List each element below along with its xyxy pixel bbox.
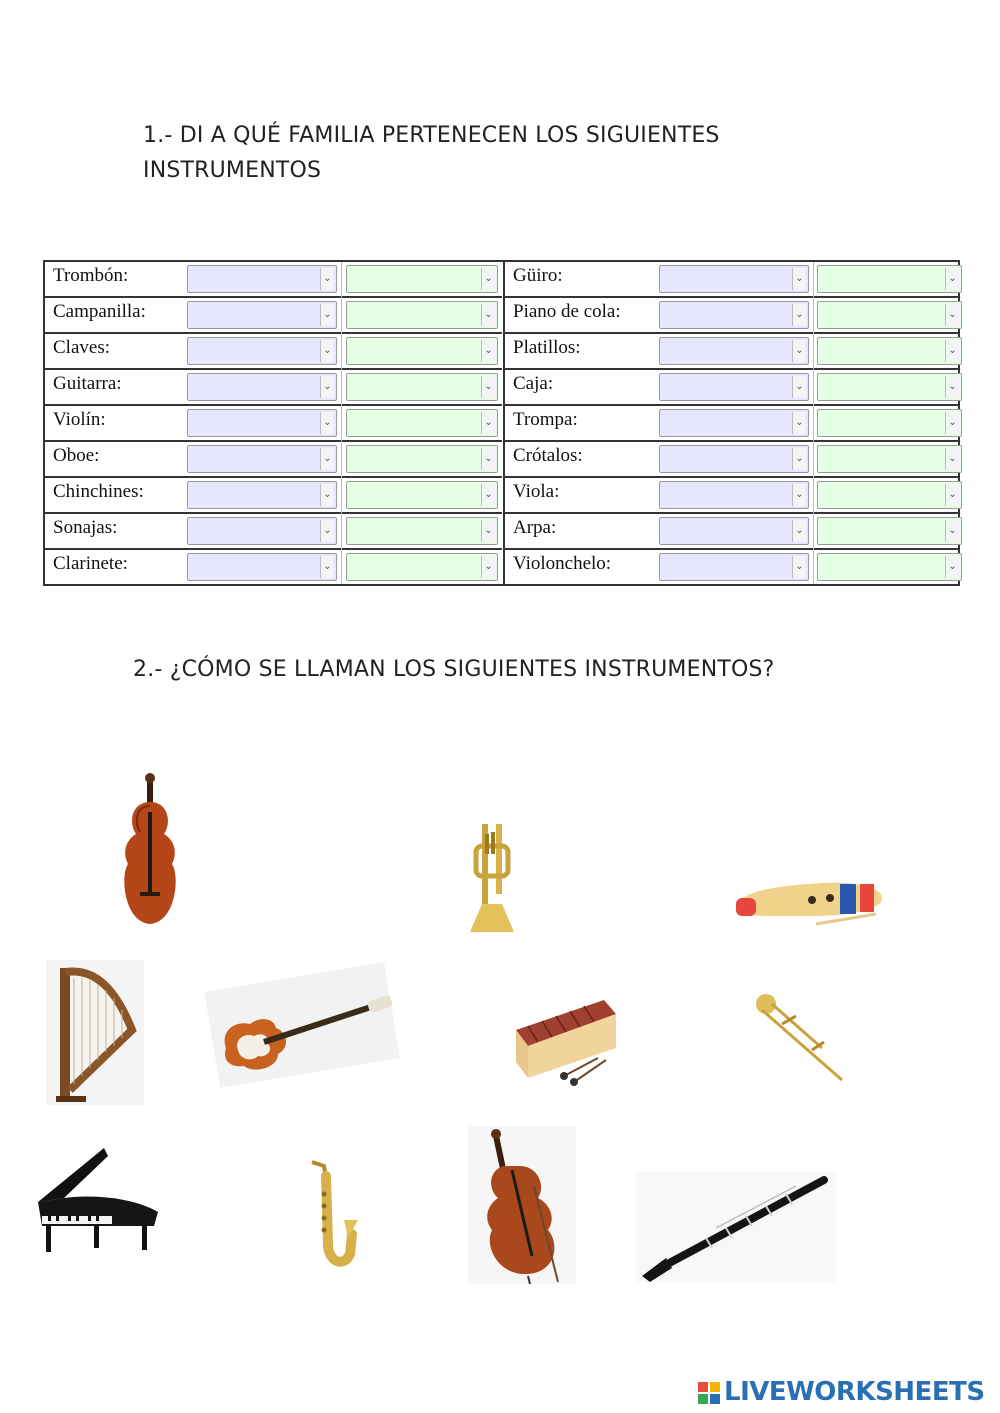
chevron-down-icon[interactable]: ⌄ xyxy=(792,556,806,578)
chevron-down-icon[interactable]: ⌄ xyxy=(945,448,959,470)
answer-dropdown[interactable] xyxy=(346,301,498,329)
chevron-down-icon[interactable]: ⌄ xyxy=(481,556,495,578)
answer-dropdown[interactable] xyxy=(817,553,962,581)
chevron-down-icon[interactable]: ⌄ xyxy=(792,304,806,326)
table-row xyxy=(45,262,502,298)
grand-piano-image xyxy=(34,1146,160,1256)
table-row xyxy=(505,478,958,514)
family-dropdown[interactable] xyxy=(187,301,337,329)
family-dropdown[interactable] xyxy=(659,265,809,293)
chevron-down-icon[interactable]: ⌄ xyxy=(481,412,495,434)
table-row xyxy=(45,406,502,442)
answer-dropdown[interactable] xyxy=(817,301,962,329)
chevron-down-icon[interactable]: ⌄ xyxy=(320,304,334,326)
answer-dropdown[interactable] xyxy=(346,265,498,293)
answer-dropdown[interactable] xyxy=(346,445,498,473)
table-row xyxy=(45,514,502,550)
answer-dropdown[interactable] xyxy=(346,373,498,401)
instrument-family-table xyxy=(43,260,960,586)
instrument-label: Arpa: xyxy=(513,517,557,538)
chevron-down-icon[interactable]: ⌄ xyxy=(945,376,959,398)
instrument-label: Violonchelo: xyxy=(513,553,612,574)
family-dropdown[interactable] xyxy=(659,373,809,401)
chevron-down-icon[interactable]: ⌄ xyxy=(792,448,806,470)
chevron-down-icon[interactable]: ⌄ xyxy=(945,412,959,434)
family-dropdown[interactable] xyxy=(187,517,337,545)
family-dropdown[interactable] xyxy=(659,553,809,581)
family-dropdown[interactable] xyxy=(659,517,809,545)
saxophone-image xyxy=(302,1158,362,1278)
table-right-column xyxy=(503,262,958,584)
answer-dropdown[interactable] xyxy=(346,337,498,365)
table-left-column xyxy=(45,262,502,584)
chevron-down-icon[interactable]: ⌄ xyxy=(792,340,806,362)
instrument-label: Piano de cola: xyxy=(513,301,621,322)
chevron-down-icon[interactable]: ⌄ xyxy=(481,520,495,542)
table-row xyxy=(505,442,958,478)
chevron-down-icon[interactable]: ⌄ xyxy=(945,556,959,578)
chevron-down-icon[interactable]: ⌄ xyxy=(320,340,334,362)
chevron-down-icon[interactable]: ⌄ xyxy=(320,448,334,470)
table-row xyxy=(505,298,958,334)
table-row xyxy=(45,550,502,586)
table-row xyxy=(505,334,958,370)
question-2-heading: 2.- ¿CÓMO SE LLAMAN LOS SIGUIENTES INSTRUMENTOS? xyxy=(133,657,775,682)
chevron-down-icon[interactable]: ⌄ xyxy=(320,484,334,506)
instrument-label: Claves: xyxy=(53,337,110,358)
family-dropdown[interactable] xyxy=(659,301,809,329)
family-dropdown[interactable] xyxy=(187,409,337,437)
cello-image xyxy=(468,1126,576,1284)
table-row xyxy=(45,442,502,478)
family-dropdown[interactable] xyxy=(187,553,337,581)
family-dropdown[interactable] xyxy=(659,409,809,437)
family-dropdown[interactable] xyxy=(187,445,337,473)
chevron-down-icon[interactable]: ⌄ xyxy=(945,340,959,362)
answer-dropdown[interactable] xyxy=(346,409,498,437)
xylophone-image xyxy=(508,996,620,1088)
column-divider xyxy=(341,262,342,584)
column-divider xyxy=(813,262,814,584)
chevron-down-icon[interactable]: ⌄ xyxy=(792,376,806,398)
chevron-down-icon[interactable]: ⌄ xyxy=(792,412,806,434)
logo-text: LIVEWORKSHEETS xyxy=(724,1377,985,1407)
question-1-line-1: 1.- DI A QUÉ FAMILIA PERTENECEN LOS SIGUIENTES xyxy=(143,123,720,148)
table-row xyxy=(45,370,502,406)
question-1-heading xyxy=(143,118,843,188)
instrument-label: Campanilla: xyxy=(53,301,146,322)
chevron-down-icon[interactable]: ⌄ xyxy=(792,268,806,290)
instrument-label: Oboe: xyxy=(53,445,100,466)
answer-dropdown[interactable] xyxy=(817,517,962,545)
family-dropdown[interactable] xyxy=(187,337,337,365)
instrument-label: Clarinete: xyxy=(53,553,128,574)
chevron-down-icon[interactable]: ⌄ xyxy=(481,448,495,470)
answer-dropdown[interactable] xyxy=(817,337,962,365)
table-row xyxy=(505,514,958,550)
instrument-label: Crótalos: xyxy=(513,445,583,466)
table-row xyxy=(505,406,958,442)
table-row xyxy=(45,478,502,514)
instrument-label: Güiro: xyxy=(513,265,563,286)
instrument-label: Chinchines: xyxy=(53,481,144,502)
answer-dropdown[interactable] xyxy=(817,265,962,293)
family-dropdown[interactable] xyxy=(187,265,337,293)
harp-image xyxy=(46,960,144,1105)
table-row xyxy=(505,262,958,298)
liveworksheets-logo xyxy=(698,1378,993,1408)
chevron-down-icon[interactable]: ⌄ xyxy=(945,520,959,542)
answer-dropdown[interactable] xyxy=(817,481,962,509)
chevron-down-icon[interactable]: ⌄ xyxy=(320,556,334,578)
chevron-down-icon[interactable]: ⌄ xyxy=(481,268,495,290)
family-dropdown[interactable] xyxy=(659,481,809,509)
chevron-down-icon[interactable]: ⌄ xyxy=(792,484,806,506)
chevron-down-icon[interactable]: ⌄ xyxy=(320,268,334,290)
table-row xyxy=(45,334,502,370)
answer-dropdown[interactable] xyxy=(817,409,962,437)
instrument-label: Caja: xyxy=(513,373,554,394)
chevron-down-icon[interactable]: ⌄ xyxy=(481,376,495,398)
chevron-down-icon[interactable]: ⌄ xyxy=(320,376,334,398)
table-row xyxy=(505,550,958,586)
chevron-down-icon[interactable]: ⌄ xyxy=(481,340,495,362)
trombone-image xyxy=(752,992,850,1084)
answer-dropdown[interactable] xyxy=(346,481,498,509)
answer-dropdown[interactable] xyxy=(346,517,498,545)
answer-dropdown[interactable] xyxy=(346,553,498,581)
guiro-image xyxy=(730,870,890,930)
family-dropdown[interactable] xyxy=(659,337,809,365)
logo-mark-icon xyxy=(698,1382,720,1404)
table-row xyxy=(505,370,958,406)
instrument-label: Platillos: xyxy=(513,337,581,358)
table-row xyxy=(45,298,502,334)
chevron-down-icon[interactable]: ⌄ xyxy=(481,484,495,506)
instrument-label: Viola: xyxy=(513,481,560,502)
family-dropdown[interactable] xyxy=(659,445,809,473)
instrument-label: Sonajas: xyxy=(53,517,118,538)
instrument-label: Violín: xyxy=(53,409,106,430)
clarinet-image xyxy=(636,1172,836,1282)
chevron-down-icon[interactable]: ⌄ xyxy=(945,304,959,326)
instrument-label: Guitarra: xyxy=(53,373,122,394)
chevron-down-icon[interactable]: ⌄ xyxy=(792,520,806,542)
chevron-down-icon[interactable]: ⌄ xyxy=(945,268,959,290)
chevron-down-icon[interactable]: ⌄ xyxy=(320,412,334,434)
electric-guitar-image xyxy=(204,962,400,1088)
answer-dropdown[interactable] xyxy=(817,373,962,401)
family-dropdown[interactable] xyxy=(187,373,337,401)
chevron-down-icon[interactable]: ⌄ xyxy=(320,520,334,542)
family-dropdown[interactable] xyxy=(187,481,337,509)
violin-image xyxy=(110,772,190,932)
question-1-line-2: INSTRUMENTOS xyxy=(143,158,322,183)
answer-dropdown[interactable] xyxy=(817,445,962,473)
trumpet-image xyxy=(462,820,522,935)
instrument-label: Trompa: xyxy=(513,409,578,430)
chevron-down-icon[interactable]: ⌄ xyxy=(945,484,959,506)
chevron-down-icon[interactable]: ⌄ xyxy=(481,304,495,326)
instrument-label: Trombón: xyxy=(53,265,129,286)
